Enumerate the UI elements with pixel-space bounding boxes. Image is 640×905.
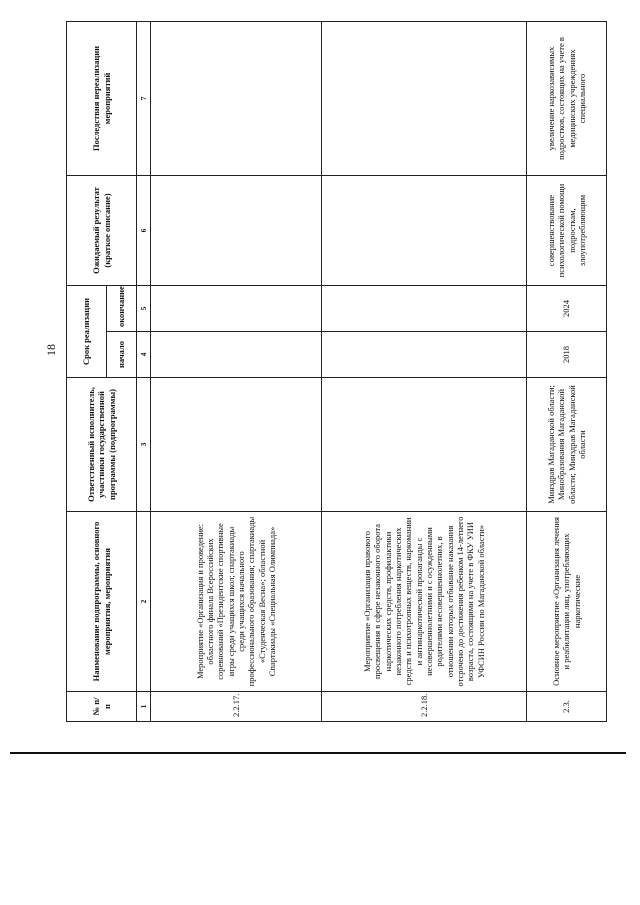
header-executor: Ответственный исполнитель, участники государственной программы (подпрограммы) bbox=[67, 378, 137, 512]
row-start bbox=[151, 332, 322, 378]
table-row bbox=[322, 22, 527, 722]
header-number: № п/п bbox=[67, 692, 137, 722]
row-consequences: увеличение наркозависимых подростков, состоящих на учете в медицинских учреждениях специального bbox=[527, 22, 607, 176]
row-end bbox=[151, 286, 322, 332]
row-executor bbox=[322, 378, 527, 512]
col-number: 6 bbox=[137, 176, 151, 286]
header-end: окончание bbox=[107, 286, 137, 332]
row-name: Мероприятие «Организация правового просвещения в сфере незаконного оборота наркотических средств, профилактики незаконного потребления наркотических средств и психотропных веществ, наркомании и антинаркотической пропаганды с несовершеннолетними и с осужденными родителями несовершеннолетних, в отношении которых отбывание наказания отсрочено до достижения ребенком 14-летнего возраста, состоящими на учете в ФКУ УИИ УФСИН России по Магаданской области» bbox=[322, 512, 527, 692]
row-consequences bbox=[322, 22, 527, 176]
col-number: 1 bbox=[137, 692, 151, 722]
row-name: Основное мероприятие «Организация лечения и реабилитации лиц, употребляющих наркотические bbox=[527, 512, 607, 692]
row-start bbox=[322, 332, 527, 378]
col-number: 2 bbox=[137, 512, 151, 692]
header-start: начало bbox=[107, 332, 137, 378]
col-number: 3 bbox=[137, 378, 151, 512]
row-consequences bbox=[151, 22, 322, 176]
row-number: 2.2.17. bbox=[151, 692, 322, 722]
row-result: совершенствование психологической помощи подросткам, злоупотребляющим bbox=[527, 176, 607, 286]
measures-table bbox=[66, 21, 607, 722]
row-result bbox=[322, 176, 527, 286]
col-number: 5 bbox=[137, 286, 151, 332]
table-row bbox=[151, 22, 322, 722]
row-executor: Минздрав Магаданской области; Минобразования Магаданской области; Минздрав Магаданской области bbox=[527, 378, 607, 512]
page-number: 18 bbox=[44, 344, 58, 356]
row-executor bbox=[151, 378, 322, 512]
row-end: 2024 bbox=[527, 286, 607, 332]
page-divider bbox=[10, 752, 626, 754]
col-number: 7 bbox=[137, 22, 151, 176]
row-end bbox=[322, 286, 527, 332]
header-name: Наименование подпрограммы, основного мероприятия, мероприятия bbox=[67, 512, 137, 692]
row-start: 2018 bbox=[527, 332, 607, 378]
header-period: Срок реализации bbox=[67, 286, 107, 378]
col-number: 4 bbox=[137, 332, 151, 378]
rotated-table-container bbox=[66, 22, 606, 722]
table-row bbox=[527, 22, 607, 722]
header-result: Ожидаемый результат (краткое описание) bbox=[67, 176, 137, 286]
row-number: 2.3. bbox=[527, 692, 607, 722]
row-name: Мероприятие «Организация и проведение: областного финала Всероссийских соревнований «Президентские спортивные игры среди учащихся школ; спартакиады среди учащихся начального профессионального образования; спартакиады «Студенческая Весна»; областной Спартакиады «Специальная Олимпиада» bbox=[151, 512, 322, 692]
row-result bbox=[151, 176, 322, 286]
row-number: 2.2.18. bbox=[322, 692, 527, 722]
header-consequences: Последствия нереализации мероприятий bbox=[67, 22, 137, 176]
